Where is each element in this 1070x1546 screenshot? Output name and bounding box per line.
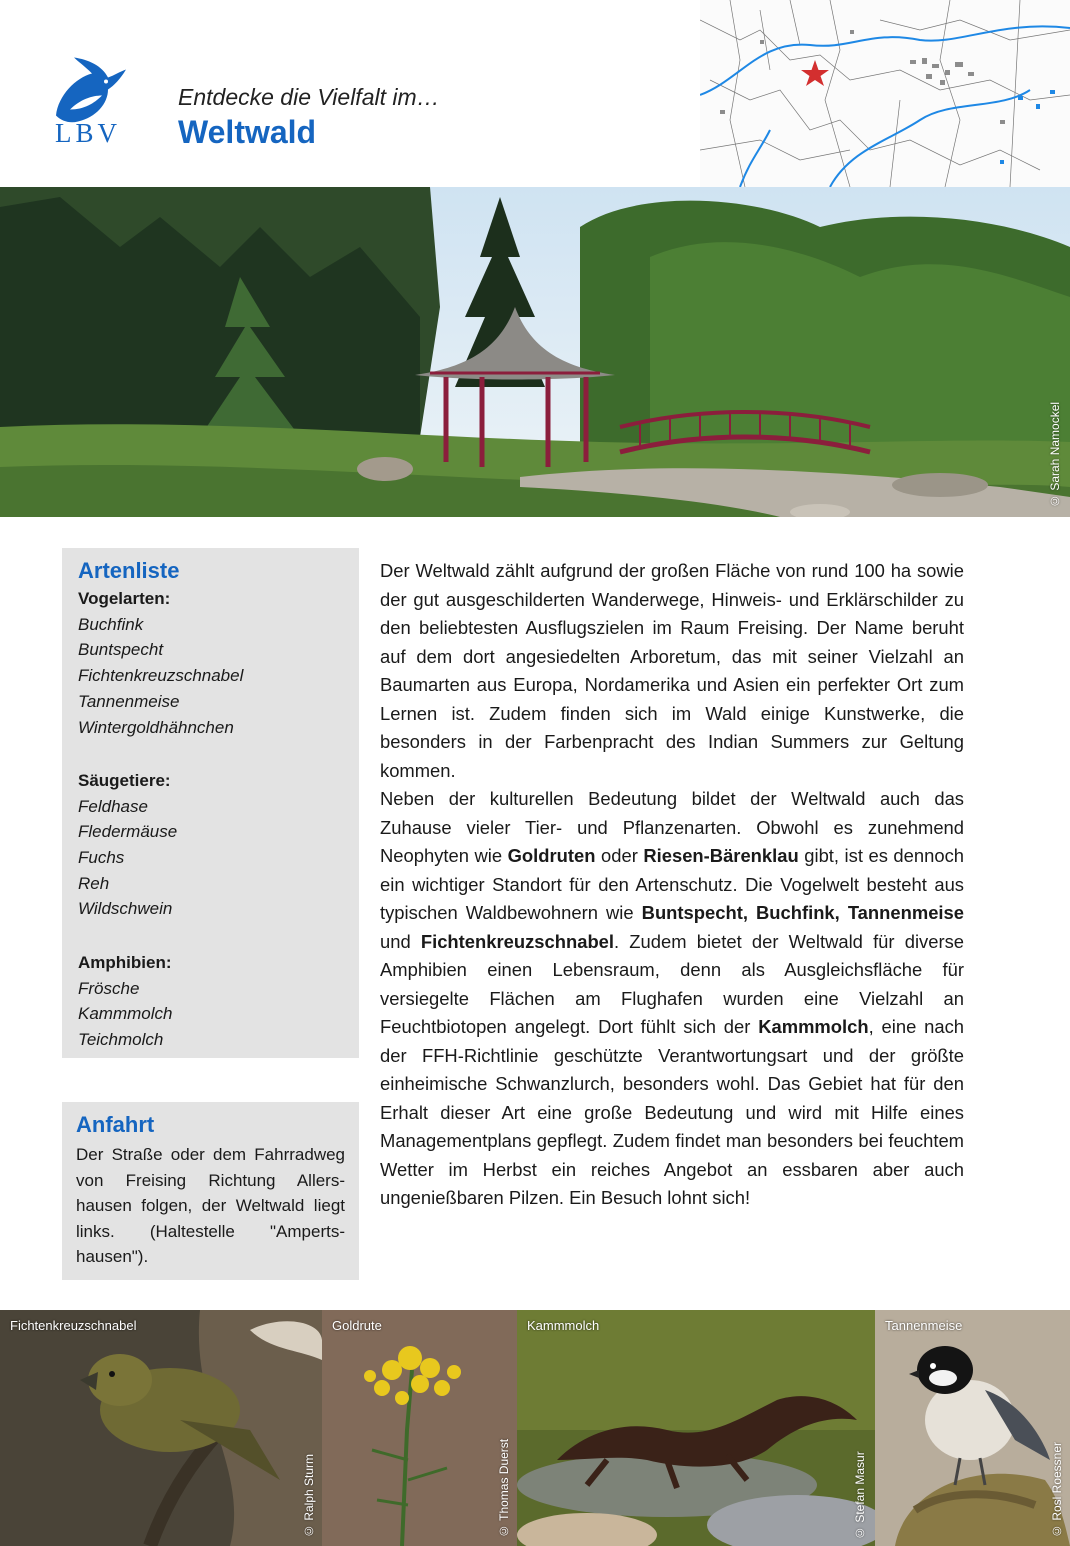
- species-item: Reh: [78, 873, 110, 893]
- species-item: Frösche: [78, 978, 140, 998]
- species-list-box: [62, 548, 359, 1058]
- photo-caption: Tannenmeise: [885, 1318, 963, 1333]
- photo-credit: © Ralph Sturm: [302, 1453, 316, 1538]
- directions-title: Anfahrt: [76, 1112, 155, 1137]
- species-item: Teichmolch: [78, 1029, 164, 1049]
- hero-photo-credit: © Sarah Namockel: [1048, 401, 1062, 508]
- species-item: Fledermäuse: [78, 822, 178, 842]
- species-group-birds: [78, 586, 343, 740]
- species-item: Buchfink: [78, 614, 144, 634]
- page-title: Weltwald: [178, 114, 317, 150]
- photo-caption: Kammmolch: [527, 1318, 600, 1333]
- species-item: Kammmolch: [78, 1004, 173, 1024]
- photo-goldrute: [322, 1310, 517, 1546]
- photo-credit: © Rosl Roessner: [1050, 1441, 1064, 1538]
- species-item: Buntspecht: [78, 640, 164, 660]
- species-group-mammals: [78, 768, 343, 922]
- main-text: [380, 557, 964, 1213]
- species-item: Fichtenkreuzschnabel: [78, 666, 244, 686]
- species-group-amphibians: [78, 950, 343, 1053]
- species-item: Tannenmeise: [78, 691, 180, 711]
- hero-photo-weltwald: [0, 187, 1070, 517]
- directions-box: [62, 1102, 359, 1280]
- highlight-birds: Buntspecht, Buchfink, Tannenmeise: [641, 902, 964, 923]
- directions-text: Der Straße oder dem Fahrradweg von Freising Richtung Allers-hausen folgen, der Weltwald liegt links. (Haltestelle "Amperts-hausen").: [76, 1145, 345, 1267]
- species-group-title: Vogelarten:: [78, 589, 171, 608]
- photo-credit: © Thomas Duerst: [497, 1438, 511, 1538]
- photo-tannenmeise: [875, 1310, 1070, 1546]
- main-paragraph-1: Der Weltwald zählt aufgrund der großen Fläche von rund 100 ha sowie der gut ausgeschilderten Wanderwege, Hinweis- und Erklärschilder zu den beliebtesten Ausflugszielen im Raum Freising. Der Name beruht auf dem dort angesiedelten Arboretum, das mit seiner Vielzahl an Baumarten aus Europa, Nordamerika und Asien ein perfekter Ort zum Lernen ist. Zudem finden sich im Wald einige Kunstwerke, die besonders in der Farbenpracht des Indian Summers zur Geltung kommen.: [380, 560, 964, 781]
- main-paragraph-2: Neben der kulturellen Bedeutung bildet der Weltwald auch das Zuhause vieler Tier- und Pflanzenarten. Obwohl es zunehmend Neophyten wie Goldruten oder Riesen-Bärenklau gibt, ist es dennoch ein wichtiger Standort für den Artenschutz. Die Vogelwelt besteht aus typischen Waldbewohnern wie Buntspecht, Buchfink, Tannenmeise und Fichtenkreuzschnabel. Zudem bietet der Weltwald für diverse Amphibien einen Lebensraum, denn als Ausgleichsfläche für versiegelte Flächen am Flughafen wurden eine Vielzahl an Feuchtbiotopen angelegt. Dort fühlt sich der Kammmolch, eine nach der FFH-Richtlinie geschützte Verantwortungsart und der größte einheimische Schwanzlurch, besonders wohl. Das Gebiet hat für den Erhalt dieser Art eine große Bedeutung und wird mit Hilfe eines Managementplans gepflegt. Zudem findet man besonders bei feuchtem Wetter im Herbst ein reiches Angebot an essbaren aber auch ungenießbaren Pilzen. Ein Besuch lohnt sich!: [380, 788, 965, 1208]
- highlight-goldruten: Goldruten: [507, 845, 596, 866]
- highlight-riesen-baerenklau: Riesen-Bärenklau: [643, 845, 799, 866]
- photo-caption: Fichtenkreuzschnabel: [10, 1318, 137, 1333]
- species-list-title: Artenliste: [78, 558, 180, 583]
- lbv-logo-text: LBV: [55, 118, 121, 148]
- photo-credit: © Stefan Masur: [853, 1451, 867, 1540]
- species-group-title: Amphibien:: [78, 952, 172, 972]
- location-map: [700, 0, 1070, 187]
- species-item: Fuchs: [78, 848, 125, 868]
- highlight-fichtenkreuzschnabel: Fichtenkreuzschnabel: [420, 930, 615, 952]
- species-group-title: Säugetiere:: [78, 770, 171, 790]
- highlight-kammmolch: Kammmolch: [758, 1016, 869, 1037]
- photo-fichtenkreuzschnabel: [0, 1310, 322, 1546]
- photo-kammmolch: [517, 1310, 875, 1546]
- photo-caption: Goldrute: [332, 1318, 382, 1333]
- species-item: Wildschwein: [78, 899, 173, 919]
- page-subtitle: Entdecke die Vielfalt im…: [178, 84, 440, 110]
- species-item: Feldhase: [78, 796, 148, 816]
- species-item: Wintergoldhähnchen: [78, 717, 234, 737]
